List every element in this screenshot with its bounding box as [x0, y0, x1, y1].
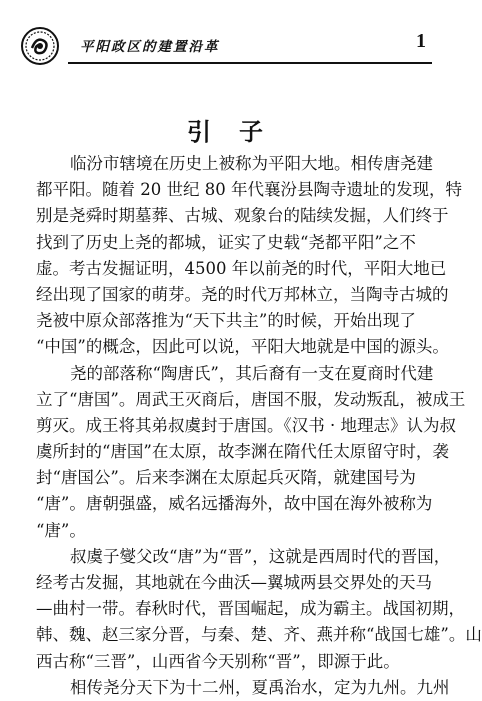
text-line: “唐”。: [36, 520, 86, 540]
page-header: [18, 22, 432, 70]
text-line: 尧被中原众部落推为“天下共主”的时候，开始出现了: [36, 311, 416, 331]
emblem-logo-icon: [20, 26, 60, 66]
text-line: —曲村一带。春秋时代，晋国崛起，成为霸主。战国初期，: [36, 599, 465, 619]
text-line: 都平阳。随着 20 世纪 80 年代襄汾县陶寺遗址的发现，特: [36, 180, 462, 200]
text-line: 叔虞子燮父改“唐”为“晋”，这就是西周时代的晋国，: [70, 546, 451, 566]
text-line: 尧的部落称“陶唐氏”，其后裔有一支在夏商时代建: [70, 363, 434, 383]
text-line: 韩、魏、赵三家分晋，与秦、楚、齐、燕并称“战国七雄”。山: [36, 625, 482, 645]
text-line: 相传尧分天下为十二州，夏禹治水，定为九州。九州: [70, 677, 450, 697]
text-line: 封“唐国公”。后来李渊在太原起兵灭隋，就建国号为: [36, 468, 416, 488]
text-line: 立了“唐国”。周武王灭商后，唐国不服，发动叛乱，被成王: [36, 389, 466, 409]
text-line: 经出现了国家的萌芽。尧的时代万邦林立，当陶寺古城的: [36, 284, 449, 304]
text-line: 西古称“三晋”，山西省今天别称“晋”，即源于此。: [36, 651, 400, 671]
text-line: 经考古发掘，其地就在今曲沃—翼城两县交界处的天马: [36, 573, 432, 592]
text-line: 虚。考古发掘证明，4500 年以前尧的时代，平阳大地已: [36, 258, 447, 278]
text-line: 虞所封的“唐国”在太原，故李渊在隋代任太原留守时，袭: [36, 442, 449, 462]
text-line: “唐”。唐朝强盛，威名远播海外，故中国在海外被称为: [36, 494, 433, 514]
text-line: 找到了历史上尧的都城，证实了史载“尧都平阳”之不: [36, 232, 416, 252]
page-number: 1: [416, 30, 426, 52]
text-line: 别是尧舜时期墓葬、古城、观象台的陆续发掘，人们终于: [36, 206, 449, 226]
text-line: 临汾市辖境在历史上被称为平阳大地。相传唐尧建: [70, 154, 433, 173]
text-line: “中国”的概念，因此可以说，平阳大地就是中国的源头。: [36, 337, 449, 357]
text-line: 剪灭。成王将其弟叔虞封于唐国。《汉书 · 地理志》认为叔: [36, 415, 456, 435]
body-text: [36, 151, 482, 701]
chapter-title: 引子: [187, 118, 291, 146]
running-header-title: 平阳政区的建置沿革: [80, 39, 220, 55]
header-rule: [68, 62, 432, 64]
